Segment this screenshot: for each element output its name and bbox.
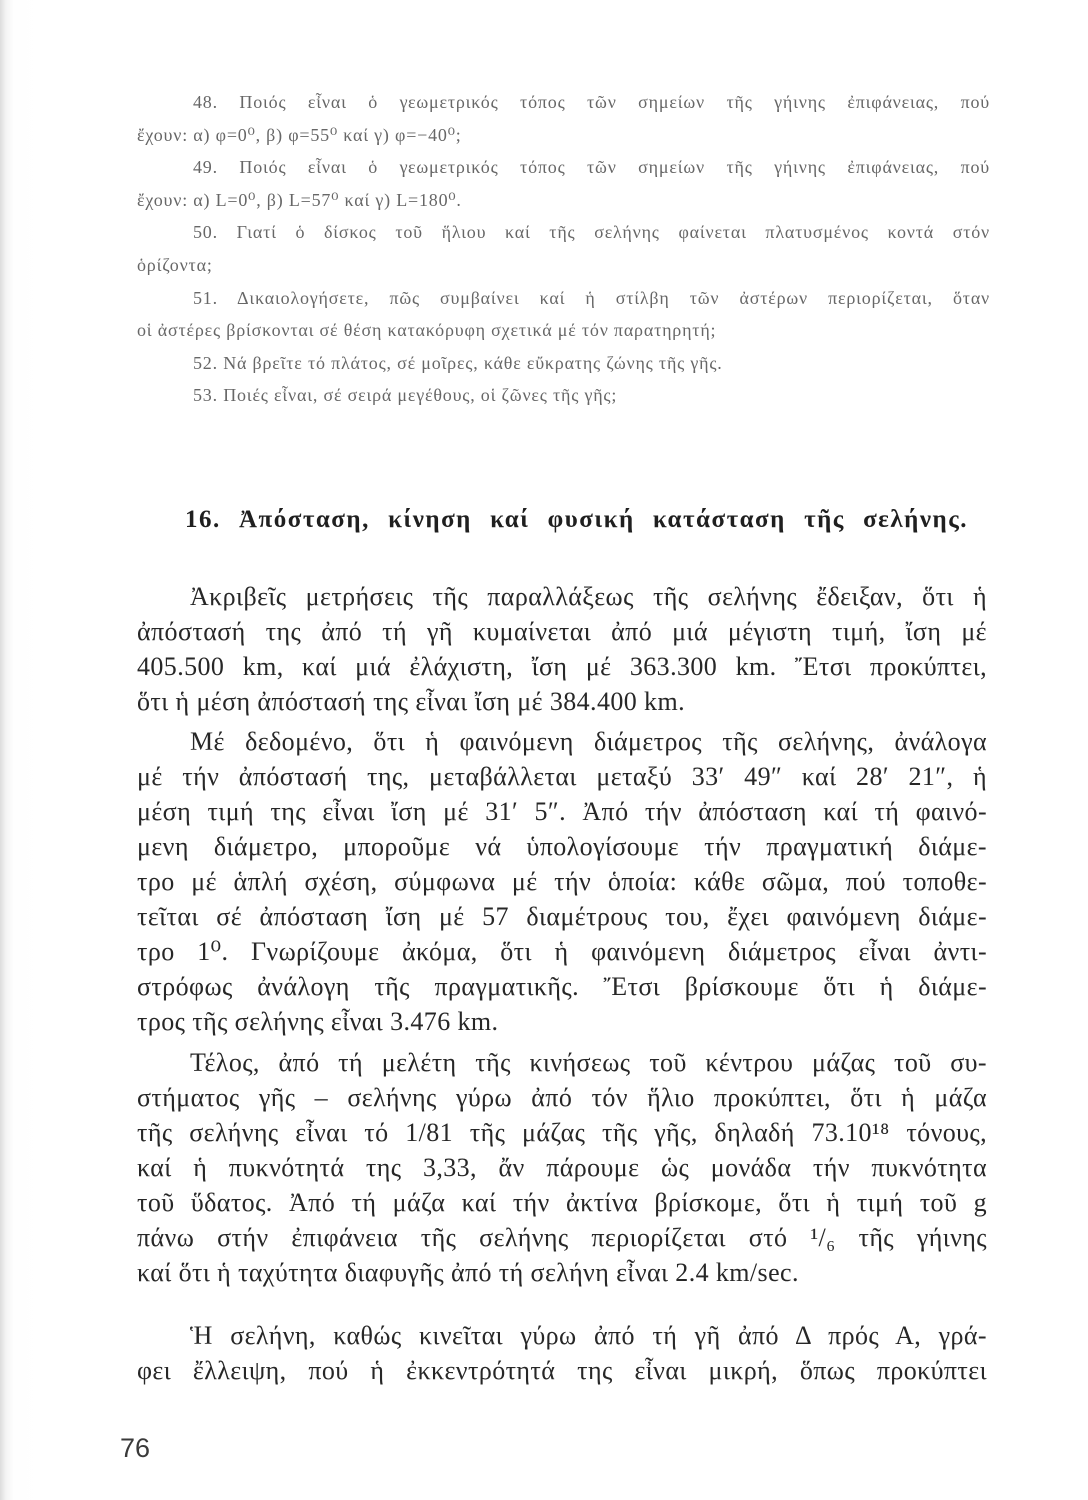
exercise-line: 52. Νά βρεῖτε τό πλάτος, σέ μοῖρες, κάθε εὔκρατης ζώνης τῆς γῆς.: [193, 352, 723, 373]
exercise-item-52: [137, 347, 990, 380]
paragraph-line: μέ τήν ἀπόστασή της, μεταβάλλεται μεταξύ 33′ 49″ καί 28′ 21″, ἡ: [137, 762, 987, 791]
exercise-line: 51. Δικαιολογήσετε, πῶς συμβαίνει καί ἡ στίλβη τῶν ἀστέρων περιορίζεται, ὅταν: [193, 287, 990, 308]
paragraph-line: Μέ δεδομένο, ὅτι ἡ φαινόμενη διάμετρος τῆς σελήνης, ἀνάλογα: [190, 727, 987, 756]
exercise-line: ὁρίζοντα;: [137, 254, 213, 275]
exercise-line: 49. Ποιός εἶναι ὁ γεωμετρικός τόπος τῶν σημείων τῆς γήινης ἐπιφάνειας, πού: [193, 157, 990, 178]
paragraph-line: τῆς σελήνης εἶναι τό 1/81 τῆς μάζας τῆς γῆς, δηλαδή 73.10¹⁸ τόνους,: [137, 1118, 987, 1147]
paragraph-line: τοῦ ὕδατος. Ἀπό τή μάζα καί τήν ἀκτίνα βρίσκομε, ὅτι ἡ τιμή τοῦ g: [137, 1188, 987, 1217]
exercise-item-53: [137, 379, 990, 412]
paragraph-line: ἀπόστασή της ἀπό τή γῆ κυμαίνεται ἀπό μιά μέγιστη τιμή, ἴση μέ: [137, 617, 987, 646]
paragraph: [137, 724, 987, 1039]
paragraph-line: 405.500 km, καί μιά ἐλάχιστη, ἴση μέ 363.300 km. Ἔτσι προκύπτει,: [137, 652, 987, 681]
exercise-item-51: [137, 282, 990, 347]
exercise-line: ἔχουν: α) φ=0⁰, β) φ=55⁰ καί γ) φ=−40⁰;: [137, 124, 462, 145]
exercise-line: 53. Ποιές εἶναι, σέ σειρά μεγέθους, οἱ ζῶνες τῆς γῆς;: [193, 385, 618, 406]
page-number: 76: [120, 1433, 151, 1463]
exercise-line: 50. Γιατί ὁ δίσκος τοῦ ἥλιου καί τῆς σελήνης φαίνεται πλατυσμένος κοντά στόν: [193, 222, 990, 243]
exercise-line: ἔχουν: α) L=0⁰, β) L=57⁰ καί γ) L=180⁰.: [137, 189, 462, 210]
paragraph: [137, 1045, 987, 1290]
paragraph-line: μέση τιμή της εἶναι ἴση μέ 31′ 5″. Ἀπό τήν ἀπόσταση καί τή φαινό-: [137, 797, 987, 826]
paragraph-line: τεῖται σέ ἀπόσταση ἴση μέ 57 διαμέτρους του, ἔχει φαινόμενη διάμε-: [137, 902, 987, 931]
paragraph-line: φει ἔλλειψη, πού ἡ ἐκκεντρότητά της εἶναι μικρή, ὅπως προκύπτει: [137, 1356, 987, 1385]
exercise-line: οἱ ἀστέρες βρίσκονται σέ θέση κατακόρυφη σχετικά μέ τόν παρατηρητή;: [137, 320, 717, 341]
paragraph-line: τρο μέ ἁπλή σχέση, σύμφωνα μέ τήν ὁποία: κάθε σῶμα, πού τοποθε-: [137, 867, 987, 896]
paragraph-line: στρόφως ἀνάλογη τῆς πραγματικῆς. Ἔτσι βρίσκουμε ὅτι ἡ διάμε-: [137, 972, 987, 1001]
exercise-line: 48. Ποιός εἶναι ὁ γεωμετρικός τόπος τῶν σημείων τῆς γήινης ἐπιφάνειας, πού: [193, 92, 990, 112]
section-heading: 16. Ἀπόσταση, κίνηση καί φυσική κατάσταση τῆς σελήνης.: [185, 506, 968, 533]
exercise-item-49: [137, 151, 990, 216]
exercise-item-50: [137, 216, 990, 281]
paragraph-line: πάνω στήν ἐπιφάνεια τῆς σελήνης περιορίζεται στό ¹/₆ τῆς γήινης: [137, 1223, 987, 1252]
paragraph-line: ὅτι ἡ μέση ἀπόστασή της εἶναι ἴση μέ 384.400 km.: [137, 687, 685, 716]
paragraph-line: Ἡ σελήνη, καθώς κινεῖται γύρω ἀπό τή γῆ ἀπό Δ πρός Α, γρά-: [190, 1321, 987, 1350]
exercise-list: [137, 86, 990, 412]
paragraph-line: καί ὅτι ἡ ταχύτητα διαφυγῆς ἀπό τή σελήνη εἶναι 2.4 km/sec.: [137, 1258, 799, 1287]
paragraph: [137, 579, 987, 719]
paragraph-line: τρος τῆς σελήνης εἶναι 3.476 km.: [137, 1007, 499, 1036]
paragraph-line: Τέλος, ἀπό τή μελέτη τῆς κινήσεως τοῦ κέντρου μάζας τοῦ συ-: [190, 1048, 987, 1077]
paragraph-line: τρο 1⁰. Γνωρίζουμε ἀκόμα, ὅτι ἡ φαινόμενη διάμετρος εἶναι ἀντι-: [137, 937, 987, 966]
paragraph-line: μενη διάμετρο, μποροῦμε νά ὑπολογίσουμε τήν πραγματική διάμε-: [137, 832, 987, 861]
paragraph: [137, 1318, 987, 1388]
paragraph-line: Ἀκριβεῖς μετρήσεις τῆς παραλλάξεως τῆς σελήνης ἔδειξαν, ὅτι ἡ: [190, 582, 987, 611]
paragraph-line: καί ἡ πυκνότητά της 3,33, ἄν πάρουμε ὡς μονάδα τήν πυκνότητα: [137, 1153, 987, 1182]
paragraph-line: στήματος γῆς – σελήνης γύρω ἀπό τόν ἥλιο προκύπτει, ὅτι ἡ μάζα: [137, 1083, 987, 1112]
exercise-item-48: [137, 86, 990, 151]
